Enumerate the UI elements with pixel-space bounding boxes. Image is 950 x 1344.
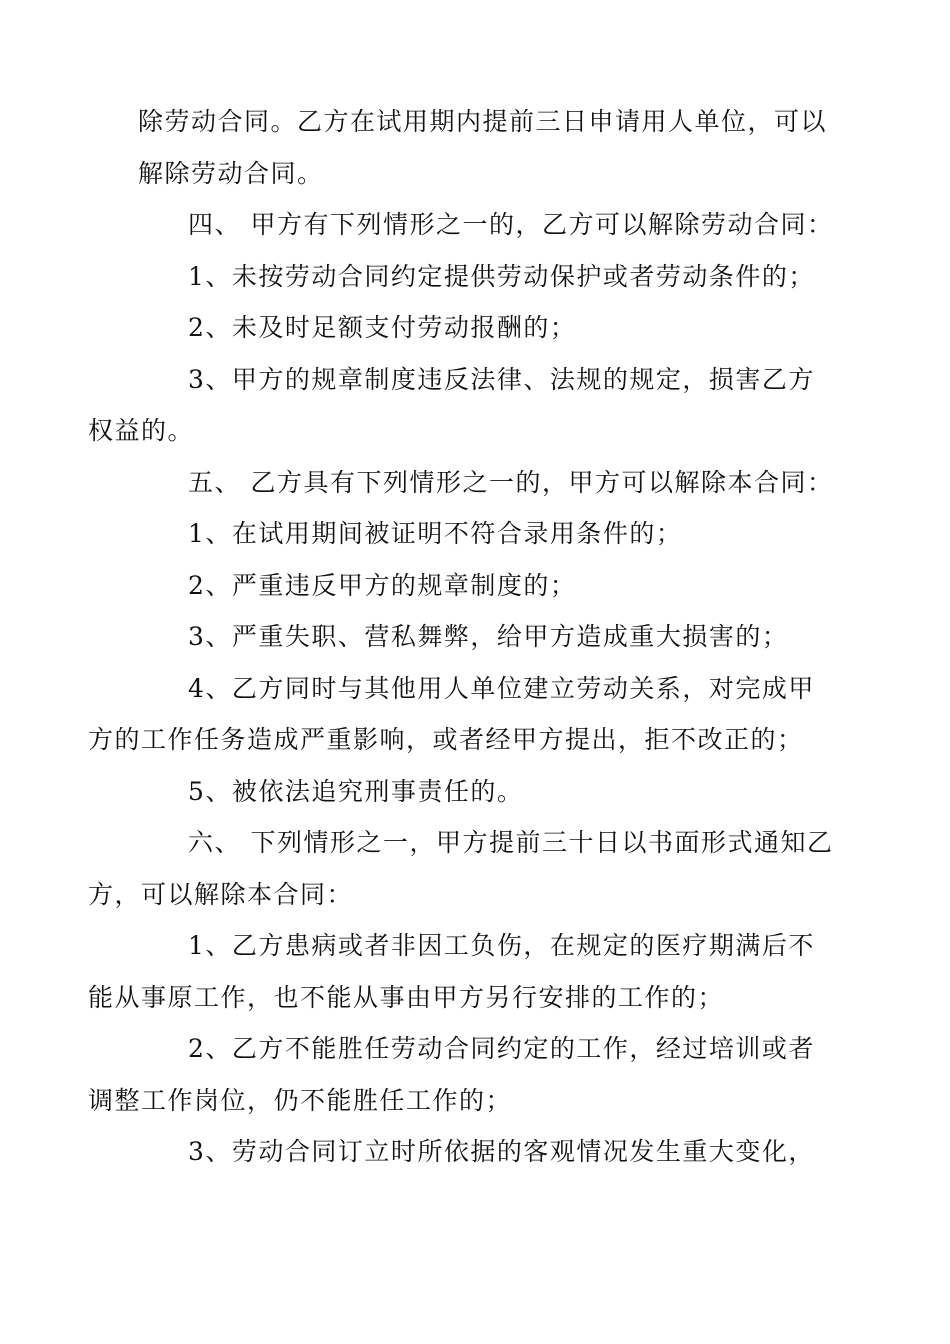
text-line: 方的工作任务造成严重影响，或者经甲方提出，拒不改正的； xyxy=(88,725,804,754)
text-line: 2、乙方不能胜任劳动合同约定的工作，经过培训或者 xyxy=(188,1034,815,1063)
text-line: 解除劳动合同。 xyxy=(138,158,324,188)
text-line: 能从事原工作，也不能从事由甲方另行安排的工作的； xyxy=(88,982,725,1012)
text-line: 六、 下列情形之一，甲方提前三十日以书面形式通知乙 xyxy=(188,828,834,857)
text-line: 3、严重失职、营私舞弊，给甲方造成重大损害的； xyxy=(188,622,789,651)
clause-heading-six xyxy=(88,817,834,920)
clause-item xyxy=(138,560,832,612)
clause-item xyxy=(138,766,832,818)
clause-item xyxy=(138,611,832,663)
clause-item xyxy=(88,663,832,766)
text-line: 五、 乙方具有下列情形之一的，甲方可以解除本合同： xyxy=(188,467,834,497)
clause-item xyxy=(138,251,832,303)
clause-heading-five xyxy=(138,457,832,509)
clause-item xyxy=(138,1126,832,1178)
paragraph-termination-probation xyxy=(138,96,832,199)
text-line: 1、在试用期间被证明不符合录用条件的； xyxy=(188,519,683,548)
document-body xyxy=(88,96,834,1178)
text-line: 方，可以解除本合同： xyxy=(88,879,354,909)
text-line: 1、未按劳动合同约定提供劳动保护或者劳动条件的； xyxy=(188,261,815,291)
text-line: 除劳动合同。乙方在试用期内提前三日申请用人单位，可以 xyxy=(138,107,828,136)
text-line: 1、乙方患病或者非因工负伤，在规定的医疗期满后不 xyxy=(188,931,815,960)
clause-item xyxy=(88,1023,832,1126)
text-line: 调整工作岗位，仍不能胜任工作的； xyxy=(88,1085,513,1115)
clause-item xyxy=(88,920,832,1023)
text-line: 3、甲方的规章制度违反法律、法规的规定，损害乙方 xyxy=(188,364,815,394)
clause-item xyxy=(138,508,832,560)
text-line: 2、未及时足额支付劳动报酬的； xyxy=(188,313,577,342)
text-line: 3、劳动合同订立时所依据的客观情况发生重大变化， xyxy=(188,1137,815,1166)
clause-heading-four xyxy=(138,199,832,251)
clause-item xyxy=(138,302,832,354)
text-line: 5、被依法追究刑事责任的。 xyxy=(188,776,524,806)
text-line: 4、乙方同时与其他用人单位建立劳动关系，对完成甲 xyxy=(188,673,815,703)
text-line: 2、严重违反甲方的规章制度的； xyxy=(188,570,577,600)
text-line: 四、 甲方有下列情形之一的，乙方可以解除劳动合同： xyxy=(188,210,834,239)
clause-item xyxy=(88,354,832,457)
text-line: 权益的。 xyxy=(88,416,195,445)
